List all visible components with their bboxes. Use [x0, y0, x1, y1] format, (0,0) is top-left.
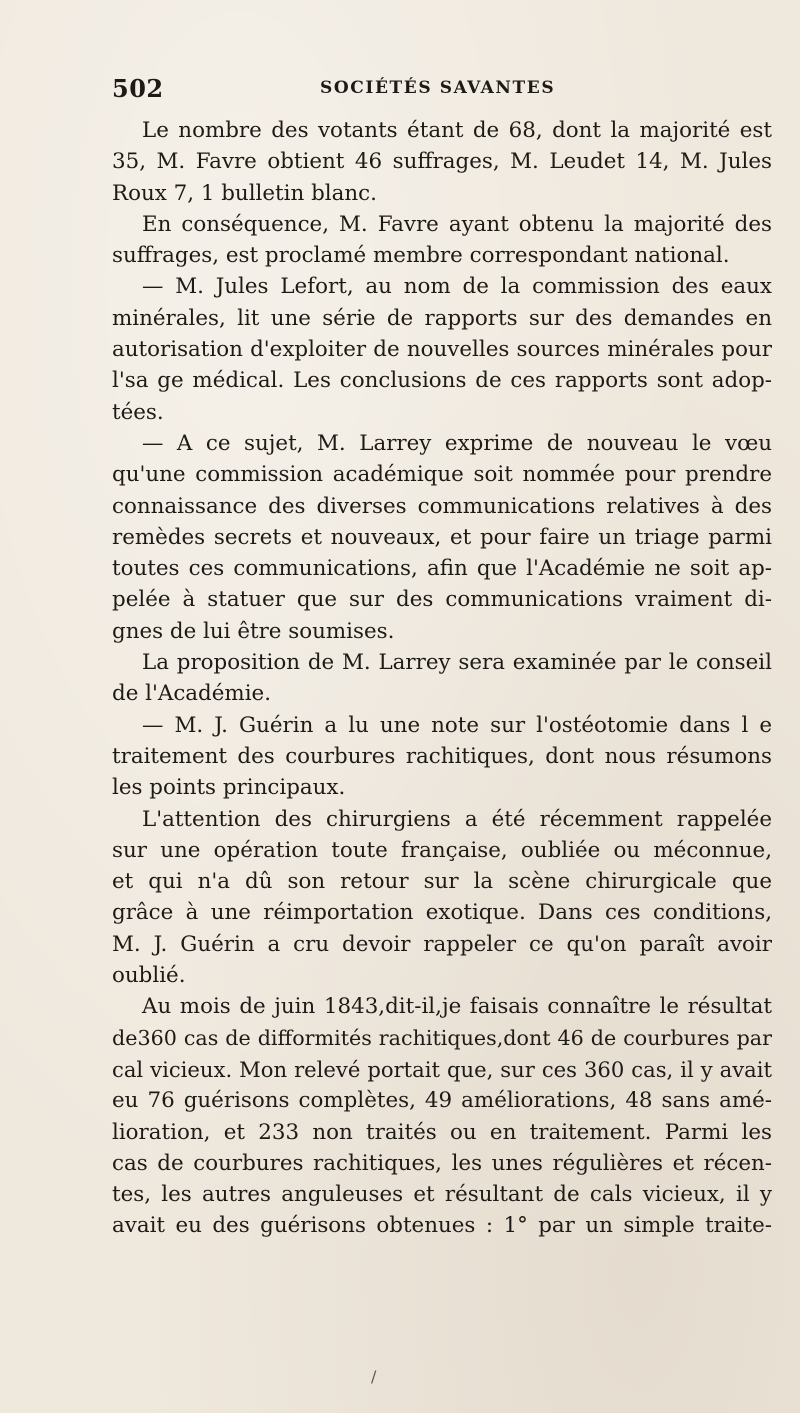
text-line: gnes de lui être soumises. [112, 618, 395, 644]
text-line: L'attention des chirurgiens a été récemment rappelée [142, 806, 772, 832]
running-head: SOCIÉTÉS SAVANTES [320, 78, 556, 98]
text-line: connaissance des diverses communications relatives à des [112, 493, 772, 519]
text-line: les points principaux. [112, 775, 346, 801]
body-text [112, 115, 772, 1242]
text-line: Le nombre des votants étant de 68, dont la majorité est [142, 118, 772, 143]
text-line: — M. J. Guérin a lu une note sur l'ostéotomie dans l e [142, 712, 772, 738]
text-line: grâce à une réimportation exotique. Dans ces conditions, [112, 900, 772, 926]
text-line: eu 76 guérisons complètes, 49 améliorations, 48 sans amé- [112, 1088, 772, 1114]
text-line: — A ce sujet, M. Larrey exprime de nouveau le vœu [142, 430, 772, 456]
text-line: Au mois de juin 1843,dit-il,je faisais connaître le résultat [142, 994, 772, 1020]
text-line: Roux 7, 1 bulletin blanc. [112, 180, 377, 206]
text-line: La proposition de M. Larrey sera examinée par le conseil [142, 650, 772, 676]
text-line: cal vicieux. Mon relevé portait que, sur ces 360 cas, il y avait [112, 1056, 772, 1082]
page-number: 502 [112, 74, 164, 103]
text-line: pelée à statuer que sur des communications vraiment di- [112, 587, 772, 613]
text-line: suffrages, est proclamé membre correspondant national. [112, 243, 730, 269]
text-line: tées. [112, 399, 164, 425]
text-line: En conséquence, M. Favre ayant obtenu la majorité des [142, 211, 772, 237]
text-line: — M. Jules Lefort, au nom de la commission des eaux [142, 274, 772, 300]
text-line: cas de courbures rachitiques, les unes régulières et récen- [112, 1150, 772, 1176]
text-line: qu'une commission académique soit nommée pour prendre [112, 462, 772, 488]
text-line: sur une opération toute française, oubliée ou méconnue, [112, 837, 772, 863]
stray-mark: / [371, 1367, 377, 1386]
text-line: minérales, lit une série de rapports sur des demandes en [112, 305, 772, 331]
text-line: 35, M. Favre obtient 46 suffrages, M. Leudet 14, M. Jules [112, 149, 772, 175]
text-line: de360 cas de difformités rachitiques,dont 46 de courbures par [112, 1025, 772, 1050]
text-line: de l'Académie. [112, 681, 271, 707]
text-line: tes, les autres anguleuses et résultant de cals vicieux, il y [112, 1182, 772, 1208]
text-line: et qui n'a dû son retour sur la scène chirurgicale que [112, 869, 772, 895]
text-line: l'sa ge médical. Les conclusions de ces rapports sont adop- [112, 368, 772, 394]
text-line: oublié. [112, 963, 186, 989]
page-header [112, 74, 774, 108]
text-line: avait eu des guérisons obtenues : 1° par un simple traite- [112, 1213, 772, 1239]
text-line: lioration, et 233 non traités ou en traitement. Parmi les [112, 1119, 772, 1145]
text-line: remèdes secrets et nouveaux, et pour faire un triage parmi [112, 524, 772, 550]
text-line: autorisation d'exploiter de nouvelles sources minérales pour [112, 337, 772, 363]
text-line: toutes ces communications, afin que l'Académie ne soit ap- [112, 556, 772, 582]
text-line: M. J. Guérin a cru devoir rappeler ce qu'on paraît avoir [112, 931, 772, 957]
text-line: traitement des courbures rachitiques, dont nous résumons [112, 743, 772, 769]
